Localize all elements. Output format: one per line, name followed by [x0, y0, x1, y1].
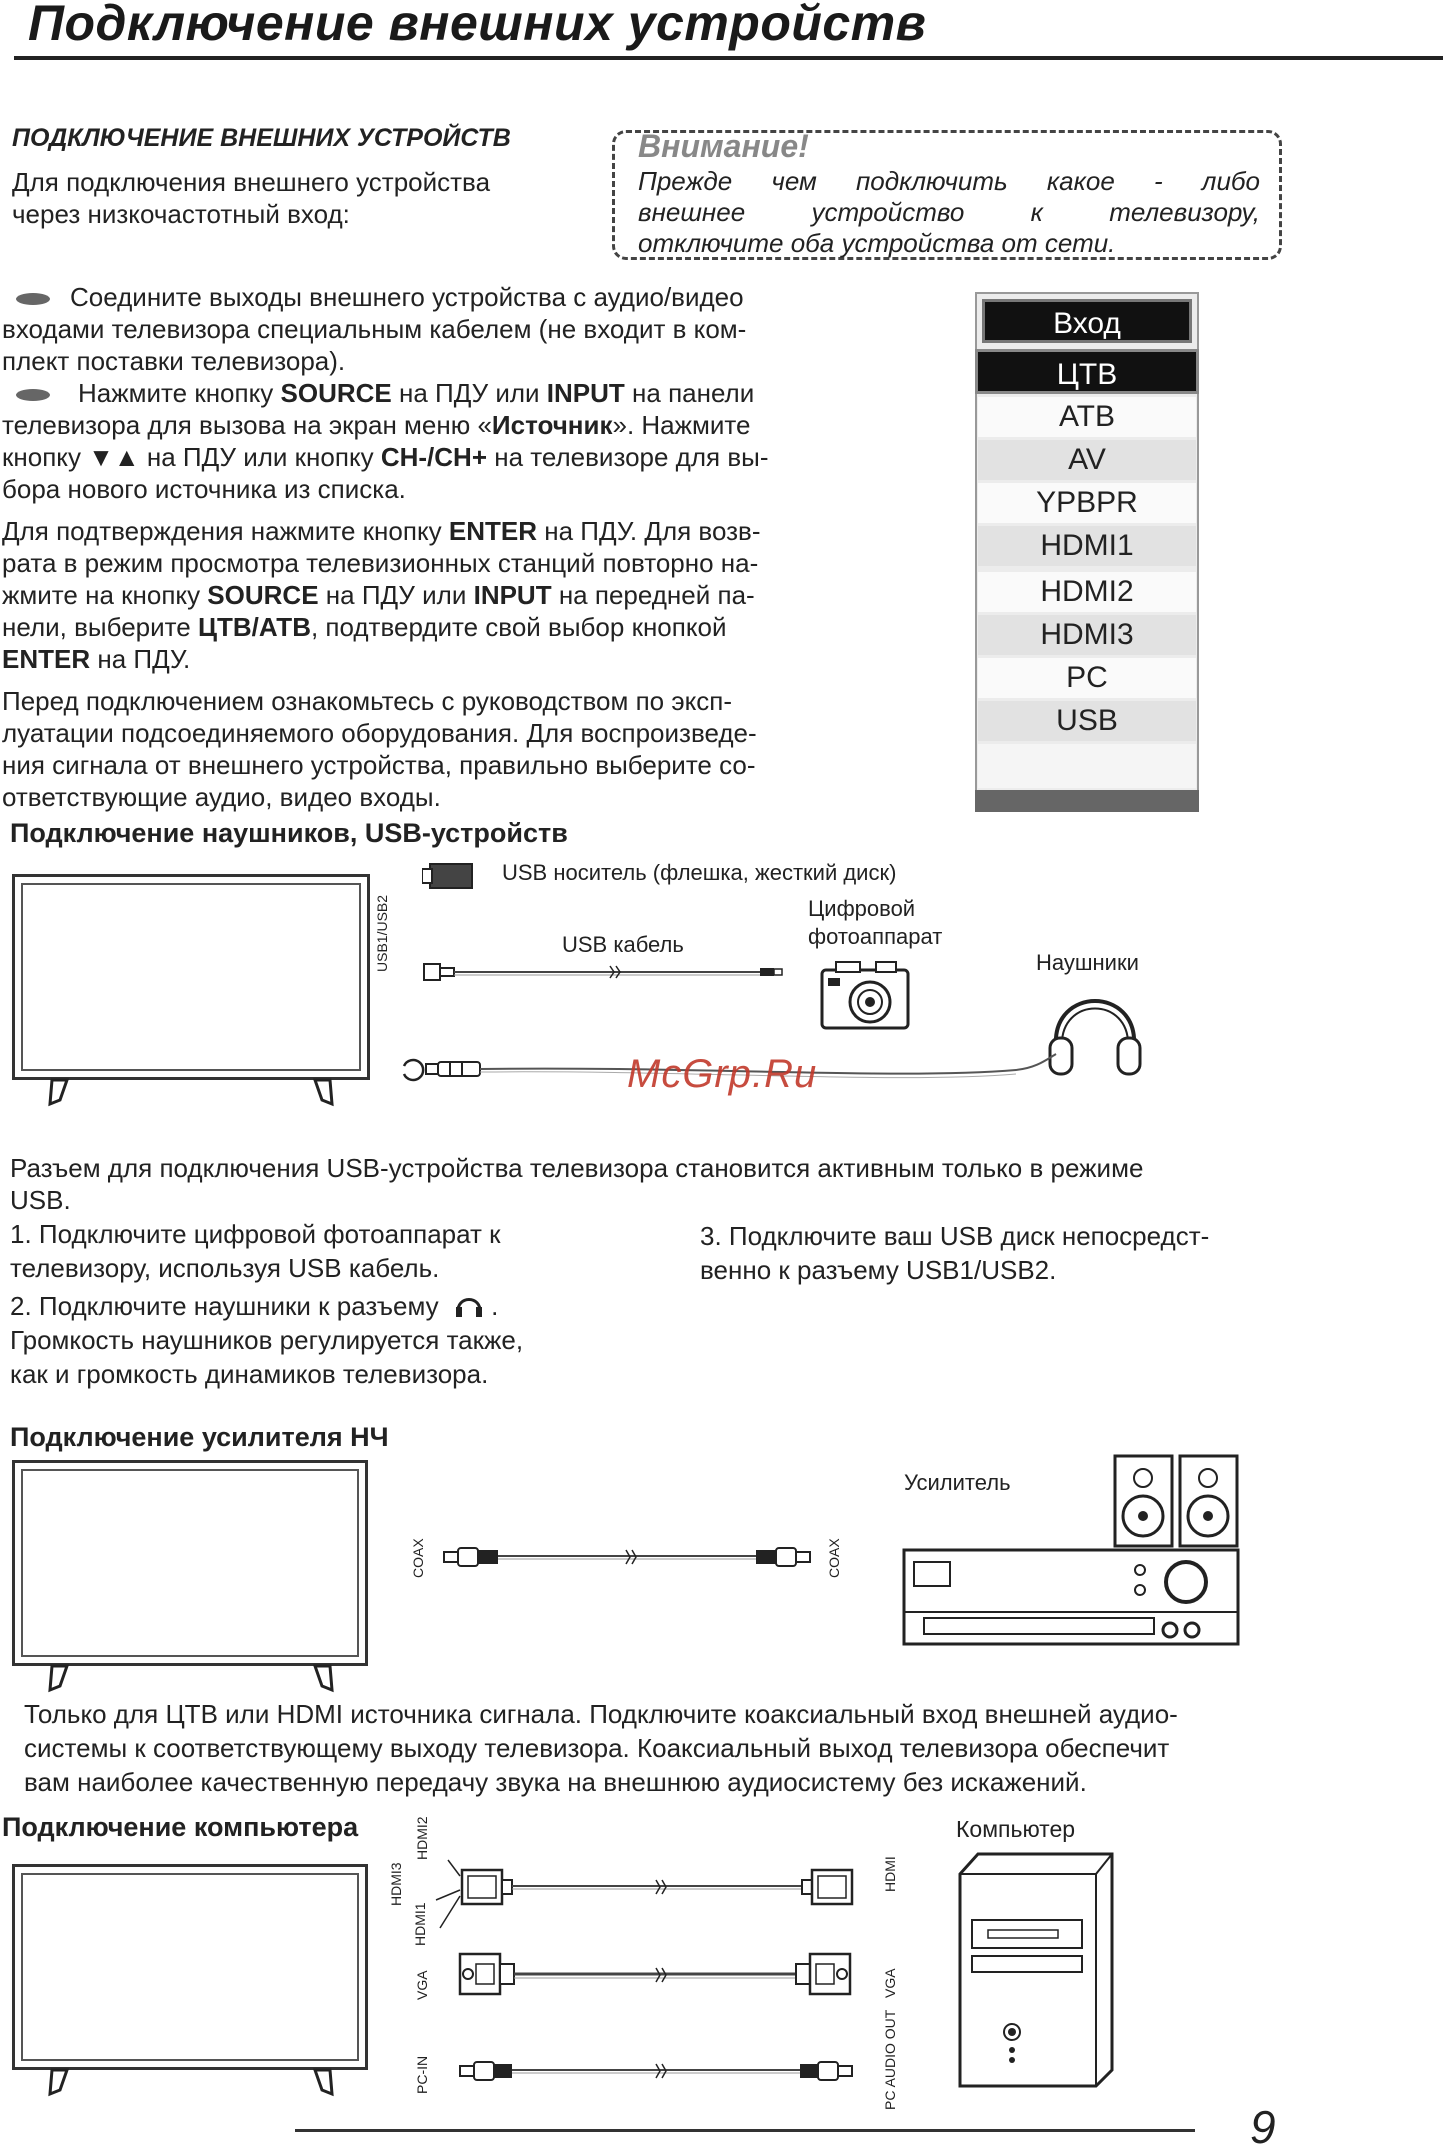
- usb-port-label: USB1/USB2: [374, 894, 390, 972]
- step-2-line-3: кнопку ▼▲ на ПДУ или кнопку CH-/CH+ на телевизоре для вы-: [2, 442, 769, 472]
- intro-line-1: Для подключения внешнего устройства: [12, 167, 491, 197]
- warning-line-2: внешнее устройство к телевизору,: [638, 197, 1260, 227]
- usb-drive-icon: [422, 862, 474, 890]
- camera-label-2: фотоаппарат: [808, 924, 943, 949]
- para-2-line-1: Перед подключением ознакомьтесь с руководством по эксп-: [2, 686, 733, 716]
- para-1-line-3: жмите на кнопку SOURCE на ПДУ или INPUT на передней па-: [2, 580, 755, 610]
- intro-line-2: через низкочастотный вход:: [12, 199, 350, 229]
- hdmi1-label: HDMI1: [412, 1902, 428, 1946]
- coax-left-label: COAX: [410, 1538, 426, 1578]
- amp-note-line-1: Только для ЦТВ или HDMI источника сигнала. Подключите коаксиальный вход внешней аудио-: [24, 1699, 1178, 1729]
- step-2-line-1: Нажмите кнопку SOURCE на ПДУ или INPUT на панели: [2, 377, 832, 409]
- usb-cable-icon: [420, 958, 800, 988]
- usb-item-3-line-2: венно к разъему USB1/USB2.: [700, 1255, 1057, 1285]
- source-menu-header: Вход: [982, 299, 1192, 343]
- source-menu-item[interactable]: HDMI2: [978, 572, 1196, 612]
- pc-audio-out-label: PC AUDIO OUT: [882, 2009, 898, 2110]
- para-2-line-3: ния сигнала от внешнего устройства, правильно выберите со-: [2, 750, 756, 780]
- vga-right-label: VGA: [882, 1968, 898, 1998]
- source-menu-item[interactable]: AV: [978, 440, 1196, 480]
- warning-line-1: Прежде чем подключить какое - либо: [638, 166, 1260, 196]
- para-1-line-4: нели, выберите ЦТВ/АТВ, подтвердите свой выбор кнопкой: [2, 612, 727, 642]
- tv-stand: [12, 1078, 372, 1118]
- pc-section-heading: Подключение компьютера: [2, 1812, 359, 1842]
- amp-note-line-2: системы к соответствующему выходу телевизора. Коаксиальный выход телевизора обеспечит: [24, 1733, 1170, 1763]
- source-menu-item[interactable]: HDMI3: [978, 615, 1196, 655]
- tv-illustration: [12, 874, 370, 1080]
- para-2-line-4: ответствующие аудио, видео входы.: [2, 782, 441, 812]
- bullet-icon: [16, 389, 50, 401]
- source-menu-selected[interactable]: ЦТВ: [975, 349, 1199, 394]
- coax-right-label: COAX: [826, 1538, 842, 1578]
- vga-left-label: VGA: [414, 1970, 430, 2000]
- hdmi2-label: HDMI2: [414, 1816, 430, 1860]
- footer-rule: [295, 2129, 1195, 2132]
- amp-label: Усилитель: [904, 1470, 1011, 1495]
- amplifier-icon: [900, 1452, 1245, 1652]
- usb-item-2-line-2: Громкость наушников регулируется также,: [10, 1325, 524, 1355]
- computer-icon: [956, 1850, 1116, 2090]
- usb-section-heading: Подключение наушников, USB-устройств: [10, 818, 568, 848]
- source-menu-item[interactable]: PC: [978, 658, 1196, 698]
- usb-note-line-2: USB.: [10, 1185, 71, 1215]
- warning-line-3: отключите оба устройства от сети.: [638, 228, 1116, 258]
- source-menu-item[interactable]: HDMI1: [978, 526, 1196, 566]
- step-2-line-4: бора нового источника из списка.: [2, 474, 406, 504]
- amp-section-heading: Подключение усилителя НЧ: [10, 1422, 389, 1452]
- bullet-icon: [16, 293, 50, 305]
- pc-cables-icon: [430, 1850, 870, 2090]
- step-1-line-3: плект поставки телевизора).: [2, 346, 346, 376]
- page-number: 9: [1250, 2101, 1276, 2153]
- steps-text: [2, 281, 832, 813]
- camera-label-1: Цифровой: [808, 896, 916, 921]
- tv-illustration: [12, 1460, 368, 1666]
- page-title: Подключение внешних устройств: [28, 0, 927, 51]
- tv-screen: [21, 1873, 359, 2061]
- hdmi3-label: HDMI3: [388, 1862, 404, 1906]
- para-2-line-2: луатации подсоединяемого оборудования. Для воспроизведе-: [2, 718, 757, 748]
- usb-item-2-line-3: как и громкость динамиков телевизора.: [10, 1359, 489, 1389]
- intro-heading: ПОДКЛЮЧЕНИЕ ВНЕШНИХ УСТРОЙСТВ: [12, 124, 511, 152]
- source-menu-item[interactable]: YPBPR: [978, 483, 1196, 523]
- usb-item-3-line-1: 3. Подключите ваш USB диск непосредст-: [700, 1221, 1210, 1251]
- watermark: McGrp.Ru: [627, 1052, 818, 1096]
- pc-in-label: PC-IN: [414, 2055, 430, 2094]
- title-rule: [14, 56, 1443, 60]
- tv-screen: [21, 883, 361, 1071]
- step-1-line-2: входами телевизора специальным кабелем (не входит в ком-: [2, 314, 747, 344]
- source-menu-empty-row: [978, 744, 1196, 788]
- para-1-line-1: Для подтверждения нажмите кнопку ENTER на ПДУ. Для возв-: [2, 516, 761, 546]
- tv-stand: [12, 2068, 372, 2108]
- usb-item-1-line-1: 1. Подключите цифровой фотоаппарат к: [10, 1219, 501, 1249]
- usb-drive-label: USB носитель (флешка, жесткий диск): [502, 860, 897, 885]
- headphones-label: Наушники: [1036, 950, 1139, 975]
- warning-text: [638, 166, 1260, 259]
- step-1-line-1: Соедините выходы внешнего устройства с аудио/видео: [2, 281, 832, 313]
- para-1-line-5: ENTER на ПДУ.: [2, 644, 191, 674]
- usb-cable-label: USB кабель: [562, 932, 684, 957]
- headphone-jack-icon: [454, 1291, 484, 1319]
- usb-note-line-1: Разъем для подключения USB-устройства телевизора становится активным только в режиме: [10, 1153, 1144, 1183]
- step-2-line-2: телевизора для вызова на экран меню «Источник». Нажмите: [2, 410, 751, 440]
- source-menu-item[interactable]: USB: [978, 701, 1196, 741]
- coax-cable-icon: [440, 1540, 820, 1576]
- tv-screen: [21, 1469, 359, 1657]
- usb-item-2-line-1: 2. Подключите наушники к разъему .: [10, 1291, 499, 1321]
- hdmi-right-label: HDMI: [882, 1856, 898, 1892]
- usb-item-1-line-2: телевизору, используя USB кабель.: [10, 1253, 440, 1283]
- camera-icon: [816, 956, 916, 1036]
- source-menu-item[interactable]: АТВ: [978, 397, 1196, 437]
- computer-label: Компьютер: [956, 1816, 1076, 1842]
- tv-illustration: [12, 1864, 368, 2070]
- amp-note-line-3: вам наиболее качественную передачу звука на внешнюю аудиосистему без искажений.: [24, 1767, 1087, 1797]
- source-menu-footer: [975, 790, 1199, 812]
- warning-title: Внимание!: [638, 128, 809, 164]
- para-1-line-2: рата в режим просмотра телевизионных станций повторно на-: [2, 548, 759, 578]
